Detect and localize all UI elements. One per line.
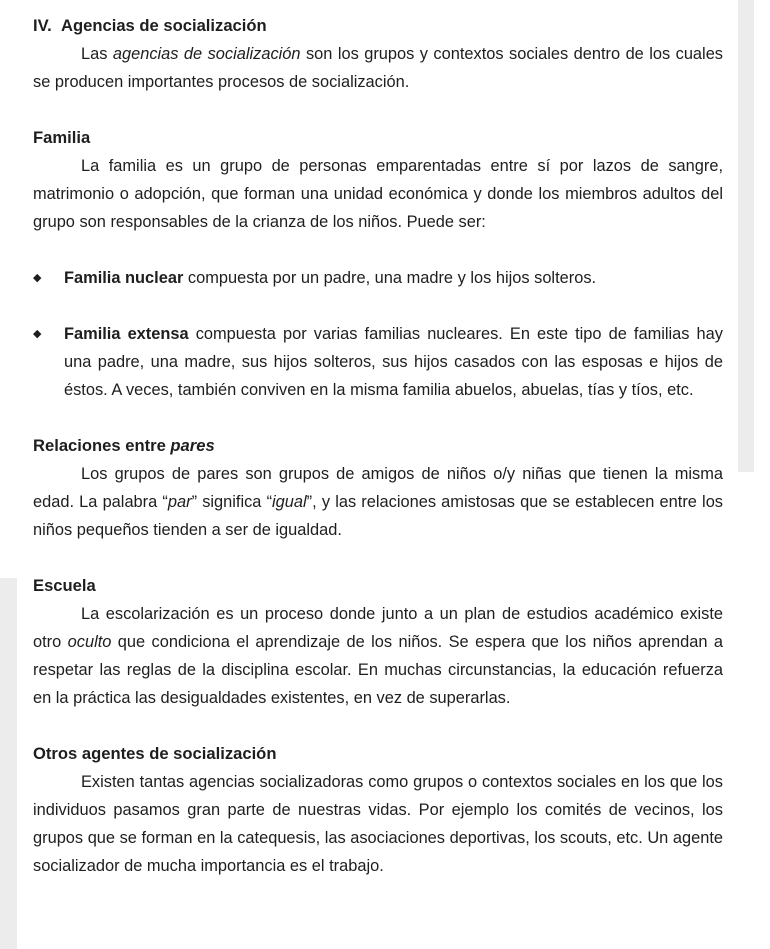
intro-term: agencias de socialización xyxy=(112,45,301,63)
escuela-paragraph xyxy=(33,600,723,712)
item-term: Familia extensa xyxy=(64,325,189,343)
pares-heading xyxy=(33,432,723,460)
list-item xyxy=(33,320,723,404)
escuela-text-1: La escolarización es un proceso donde junto a un plan de estudios académico existe otro xyxy=(33,605,723,651)
pares-text-3: ”, y las relaciones amistosas que se establecen entre los niños pequeños tienden a ser de igualdad. xyxy=(33,493,724,539)
family-type-list xyxy=(33,264,723,404)
familia-heading: Familia xyxy=(33,128,91,147)
section-number: IV. xyxy=(33,16,52,35)
familia-paragraph: La familia es un grupo de personas emparentadas entre sí por lazos de sangre, matrimonio o adopción, que forman una unidad económica y donde los miembros adultos del grupo son responsables de la crianza de los niños. Puede ser: xyxy=(33,157,723,231)
pares-text-1: Los grupos de pares son grupos de amigos de niños o/y niñas que tienen la misma edad. La palabra “ xyxy=(33,465,723,511)
pares-text-2: ” significa “ xyxy=(191,493,273,511)
escuela-term: oculto xyxy=(67,633,112,651)
section-title-text: Agencias de socialización xyxy=(61,16,267,35)
item-text: compuesta por un padre, una madre y los hijos solteros. xyxy=(183,269,597,287)
item-text: compuesta por varias familias nucleares. En este tipo de familias hay una padre, una madre, sus hijos solteros, sus hijos casados con las esposas e hijos de éstos. A veces, también conviven en la misma familia abuelos, abuelas, tías y tíos, etc. xyxy=(64,325,723,399)
section-title xyxy=(33,12,723,40)
pares-term-igual: igual xyxy=(272,493,307,511)
page-edge-shade-left xyxy=(0,578,17,949)
item-term: Familia nuclear xyxy=(64,269,184,287)
document-page xyxy=(33,12,723,880)
pares-term-par: par xyxy=(167,493,192,511)
intro-paragraph xyxy=(33,40,723,96)
escuela-heading: Escuela xyxy=(33,576,96,595)
pares-heading-term: pares xyxy=(170,436,215,455)
intro-lead: Las xyxy=(81,45,113,63)
pares-paragraph xyxy=(33,460,723,544)
otros-paragraph: Existen tantas agencias socializadoras como grupos o contextos sociales en los que los individuos pasamos gran parte de nuestras vidas. Por ejemplo los comités de vecinos, los grupos que se forman en la catequesis, las asociaciones deportivas, los scouts, etc. Un agente socializador de mucha importancia es el trabajo. xyxy=(33,773,723,875)
diamond-bullet-icon: ◆ xyxy=(33,272,42,284)
otros-heading: Otros agentes de socialización xyxy=(33,744,277,763)
pares-heading-lead: Relaciones entre xyxy=(33,436,171,455)
intro-rest: son los grupos y contextos sociales dentro de los cuales se producen importantes procesos de socialización. xyxy=(33,45,724,91)
page-edge-shade-right xyxy=(738,0,754,472)
diamond-bullet-icon: ◆ xyxy=(33,328,42,340)
list-item xyxy=(33,264,723,292)
escuela-text-2: que condiciona el aprendizaje de los niños. Se espera que los niños aprendan a respetar las reglas de la disciplina escolar. En muchas circunstancias, la educación refuerza en la práctica las desigualdades existentes, en vez de superarlas. xyxy=(33,633,723,707)
